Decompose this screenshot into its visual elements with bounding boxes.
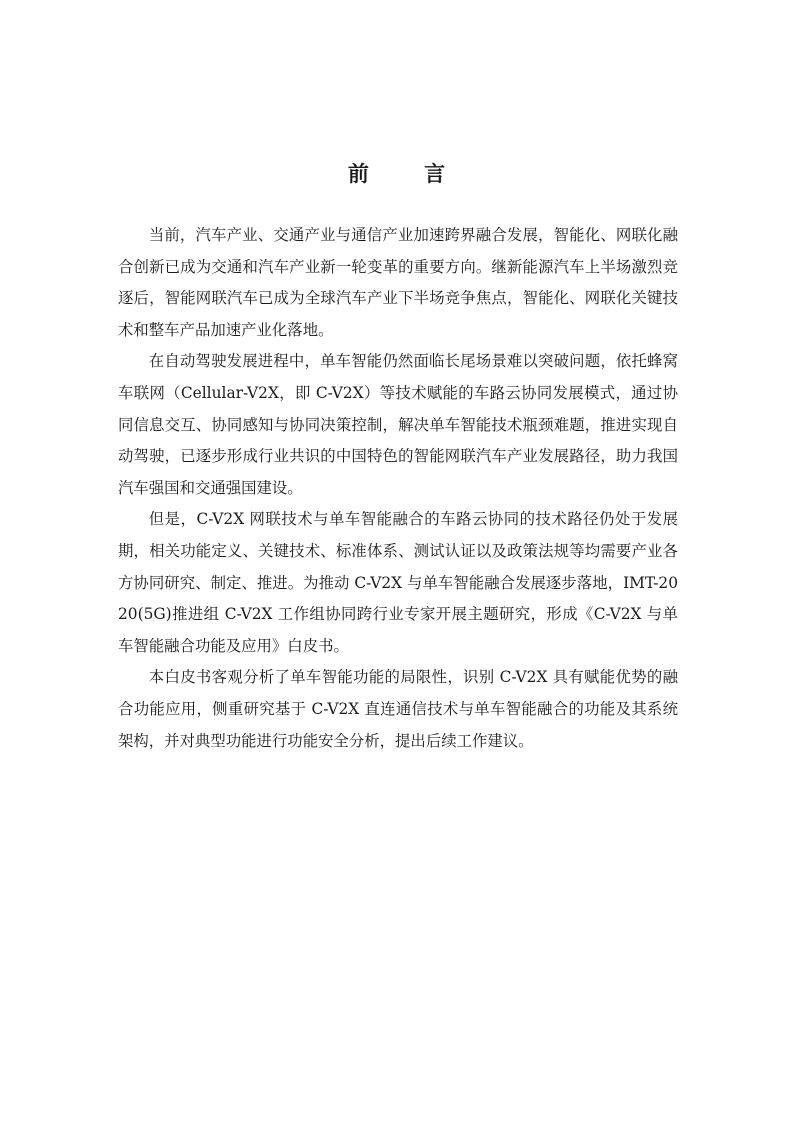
paragraph-1: 当前，汽车产业、交通产业与通信产业加速跨界融合发展，智能化、网联化融合创新已成为交通和汽车产业新一轮变革的重要方向。继新能源汽车上半场激烈竞逐后，智能网联汽车已成为全球汽车产业下半场竞争焦点，智能化、网联化关键技术和整车产品加速产业化落地。 [118, 226, 678, 339]
paragraph-4: 本白皮书客观分析了单车智能功能的局限性，识别 C-V2X 具有赋能优势的融合功能应用，侧重研究基于 C-V2X 直连通信技术与单车智能融合的功能及其系统架构，并对典型功能进行功能安全分析，提出后续工作建议。 [118, 668, 678, 750]
page-title: 前 言 [347, 161, 470, 187]
preface-body [118, 220, 678, 757]
paragraph-2: 在自动驾驶发展进程中，单车智能仍然面临长尾场景难以突破问题，依托蜂窝车联网（Cellular-V2X，即 C-V2X）等技术赋能的车路云协同发展模式，通过协同信息交互、协同感知与协同决策控制，解决单车智能技术瓶颈难题，推进实现自动驾驶，已逐步形成行业共识的中国特色的智能网联汽车产业发展路径，助力我国汽车强国和交通强国建设。 [118, 352, 678, 497]
paragraph-3: 但是，C-V2X 网联技术与单车智能融合的车路云协同的技术路径仍处于发展期，相关功能定义、关键技术、标准体系、测试认证以及政策法规等均需要产业各方协同研究、制定、推进。为推动 C-V2X 与单车智能融合发展逐步落地，IMT-2020(5G)推进组 C-V2X 工作组协同跨行业专家开展主题研究，形成《C-V2X 与单车智能融合功能及应用》白皮书。 [118, 510, 678, 655]
